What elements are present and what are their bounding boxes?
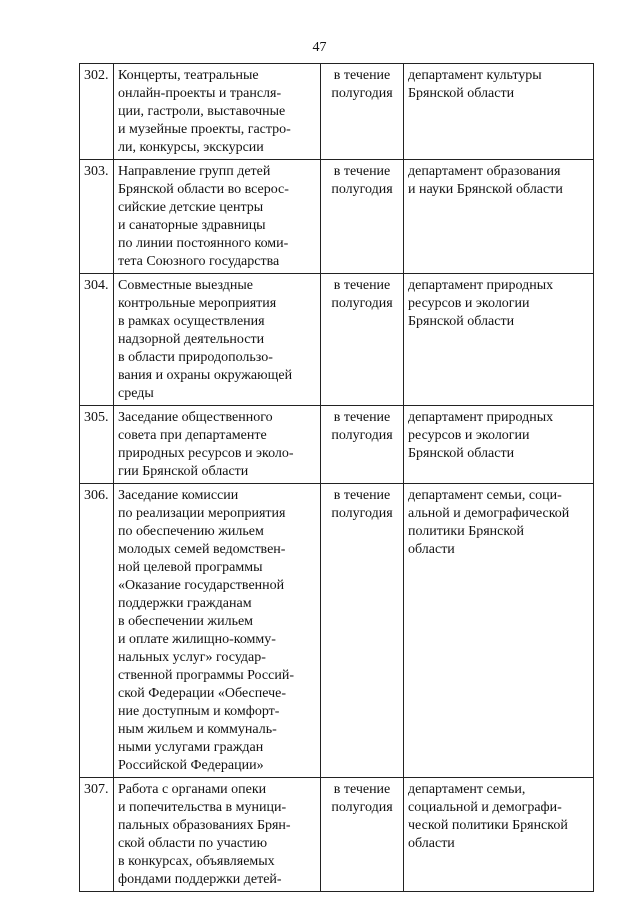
row-number: 304. xyxy=(80,274,114,406)
event-description-line: Брянской области во всерос- xyxy=(118,182,289,197)
event-description-line: ской Федерации «Обеспече- xyxy=(118,686,287,701)
event-description-line: нальных услуг» государ- xyxy=(118,650,266,665)
event-description xyxy=(114,484,321,778)
table-row xyxy=(80,778,594,892)
event-description-line: в рамках осуществления xyxy=(118,314,265,329)
responsible-department-line: социальной и демографи- xyxy=(408,800,562,815)
event-description-line: в конкурсах, объявляемых xyxy=(118,854,275,869)
event-description-line: поддержки гражданам xyxy=(118,596,252,611)
event-term-line: в течение xyxy=(333,410,391,425)
event-description-line: ным жильем и коммуналь- xyxy=(118,722,277,737)
event-description-line: ции, гастроли, выставочные xyxy=(118,104,286,119)
event-term-line: полугодия xyxy=(331,86,393,101)
event-description xyxy=(114,274,321,406)
responsible-department-line: и науки Брянской области xyxy=(408,182,563,197)
event-description-line: ние доступным и комфорт- xyxy=(118,704,280,719)
event-description-line: пальных образованиях Брян- xyxy=(118,818,291,833)
responsible-department-line: области xyxy=(408,836,455,851)
event-description-line: контрольные мероприятия xyxy=(118,296,277,311)
event-term xyxy=(321,160,404,274)
responsible-department-line: Брянской области xyxy=(408,86,515,101)
event-description-line: природных ресурсов и эколо- xyxy=(118,446,294,461)
event-description-line: «Оказание государственной xyxy=(118,578,285,593)
event-term-line: полугодия xyxy=(331,800,393,815)
event-description-line: по линии постоянного коми- xyxy=(118,236,289,251)
responsible-department-line: департамент природных xyxy=(408,410,554,425)
page-number: 47 xyxy=(312,40,327,55)
event-term xyxy=(321,64,404,160)
event-description-line: фондами поддержки детей- xyxy=(118,872,282,887)
event-description-line: ли, конкурсы, экскурсии xyxy=(118,140,264,155)
event-term-line: в течение xyxy=(333,278,391,293)
responsible-department xyxy=(404,778,594,892)
responsible-department-line: Брянской области xyxy=(408,446,515,461)
row-number: 306. xyxy=(80,484,114,778)
event-description-line: совета при департаменте xyxy=(118,428,267,443)
event-description-line: Заседание общественного xyxy=(118,410,273,425)
events-table-body xyxy=(80,64,594,892)
event-description-line: и оплате жилищно-комму- xyxy=(118,632,276,647)
event-description-line: и музейные проекты, гастро- xyxy=(118,122,291,137)
event-term xyxy=(321,484,404,778)
event-description-line: в обеспечении жильем xyxy=(118,614,254,629)
table-row xyxy=(80,64,594,160)
responsible-department-line: ресурсов и экологии xyxy=(408,296,530,311)
event-description-line: Направление групп детей xyxy=(118,164,271,179)
event-description-line: вания и охраны окружающей xyxy=(118,368,293,383)
responsible-department xyxy=(404,484,594,778)
event-description-line: молодых семей ведомствен- xyxy=(118,542,286,557)
event-term-line: полугодия xyxy=(331,182,393,197)
responsible-department-line: департамент образования xyxy=(408,164,561,179)
event-term xyxy=(321,778,404,892)
event-description-line: Работа с органами опеки xyxy=(118,782,267,797)
event-term xyxy=(321,274,404,406)
events-table xyxy=(79,63,594,892)
event-description-line: тета Союзного государства xyxy=(118,254,280,269)
event-term-line: полугодия xyxy=(331,428,393,443)
responsible-department-line: альной и демографической xyxy=(408,506,570,521)
event-description-line: ными услугами граждан xyxy=(118,740,264,755)
table-row xyxy=(80,160,594,274)
responsible-department xyxy=(404,64,594,160)
event-description xyxy=(114,160,321,274)
responsible-department xyxy=(404,406,594,484)
event-description-line: по обеспечению жильем xyxy=(118,524,264,539)
responsible-department-line: области xyxy=(408,542,455,557)
event-description xyxy=(114,406,321,484)
event-description-line: Российской Федерации» xyxy=(118,758,264,773)
event-term-line: в течение xyxy=(333,488,391,503)
responsible-department-line: ресурсов и экологии xyxy=(408,428,530,443)
event-description-line: среды xyxy=(118,386,154,401)
responsible-department xyxy=(404,274,594,406)
event-description-line: ской области по участию xyxy=(118,836,268,851)
row-number: 302. xyxy=(80,64,114,160)
event-description-line: сийские детские центры xyxy=(118,200,264,215)
responsible-department-line: политики Брянской xyxy=(408,524,524,539)
event-description-line: по реализации мероприятия xyxy=(118,506,286,521)
row-number: 303. xyxy=(80,160,114,274)
event-description-line: Заседание комиссии xyxy=(118,488,239,503)
event-term xyxy=(321,406,404,484)
event-term-line: в течение xyxy=(333,68,391,83)
event-description-line: и санаторные здравницы xyxy=(118,218,266,233)
event-term-line: полугодия xyxy=(331,296,393,311)
responsible-department xyxy=(404,160,594,274)
event-description-line: ственной программы Россий- xyxy=(118,668,294,683)
table-row xyxy=(80,406,594,484)
event-description-line: надзорной деятельности xyxy=(118,332,265,347)
responsible-department-line: департамент семьи, xyxy=(408,782,526,797)
row-number: 305. xyxy=(80,406,114,484)
event-description-line: онлайн-проекты и трансля- xyxy=(118,86,282,101)
event-description-line: Совместные выездные xyxy=(118,278,253,293)
event-description-line: в области природопользо- xyxy=(118,350,273,365)
event-description xyxy=(114,64,321,160)
responsible-department-line: департамент природных xyxy=(408,278,554,293)
responsible-department-line: департамент семьи, соци- xyxy=(408,488,562,503)
table-row xyxy=(80,484,594,778)
table-row xyxy=(80,274,594,406)
responsible-department-line: департамент культуры xyxy=(408,68,542,83)
event-description-line: гии Брянской области xyxy=(118,464,249,479)
row-number: 307. xyxy=(80,778,114,892)
event-term-line: полугодия xyxy=(331,506,393,521)
event-description-line: ной целевой программы xyxy=(118,560,263,575)
event-description xyxy=(114,778,321,892)
event-description-line: и попечительства в муници- xyxy=(118,800,287,815)
event-term-line: в течение xyxy=(333,782,391,797)
event-description-line: Концерты, театральные xyxy=(118,68,259,83)
event-term-line: в течение xyxy=(333,164,391,179)
responsible-department-line: Брянской области xyxy=(408,314,515,329)
responsible-department-line: ческой политики Брянской xyxy=(408,818,568,833)
